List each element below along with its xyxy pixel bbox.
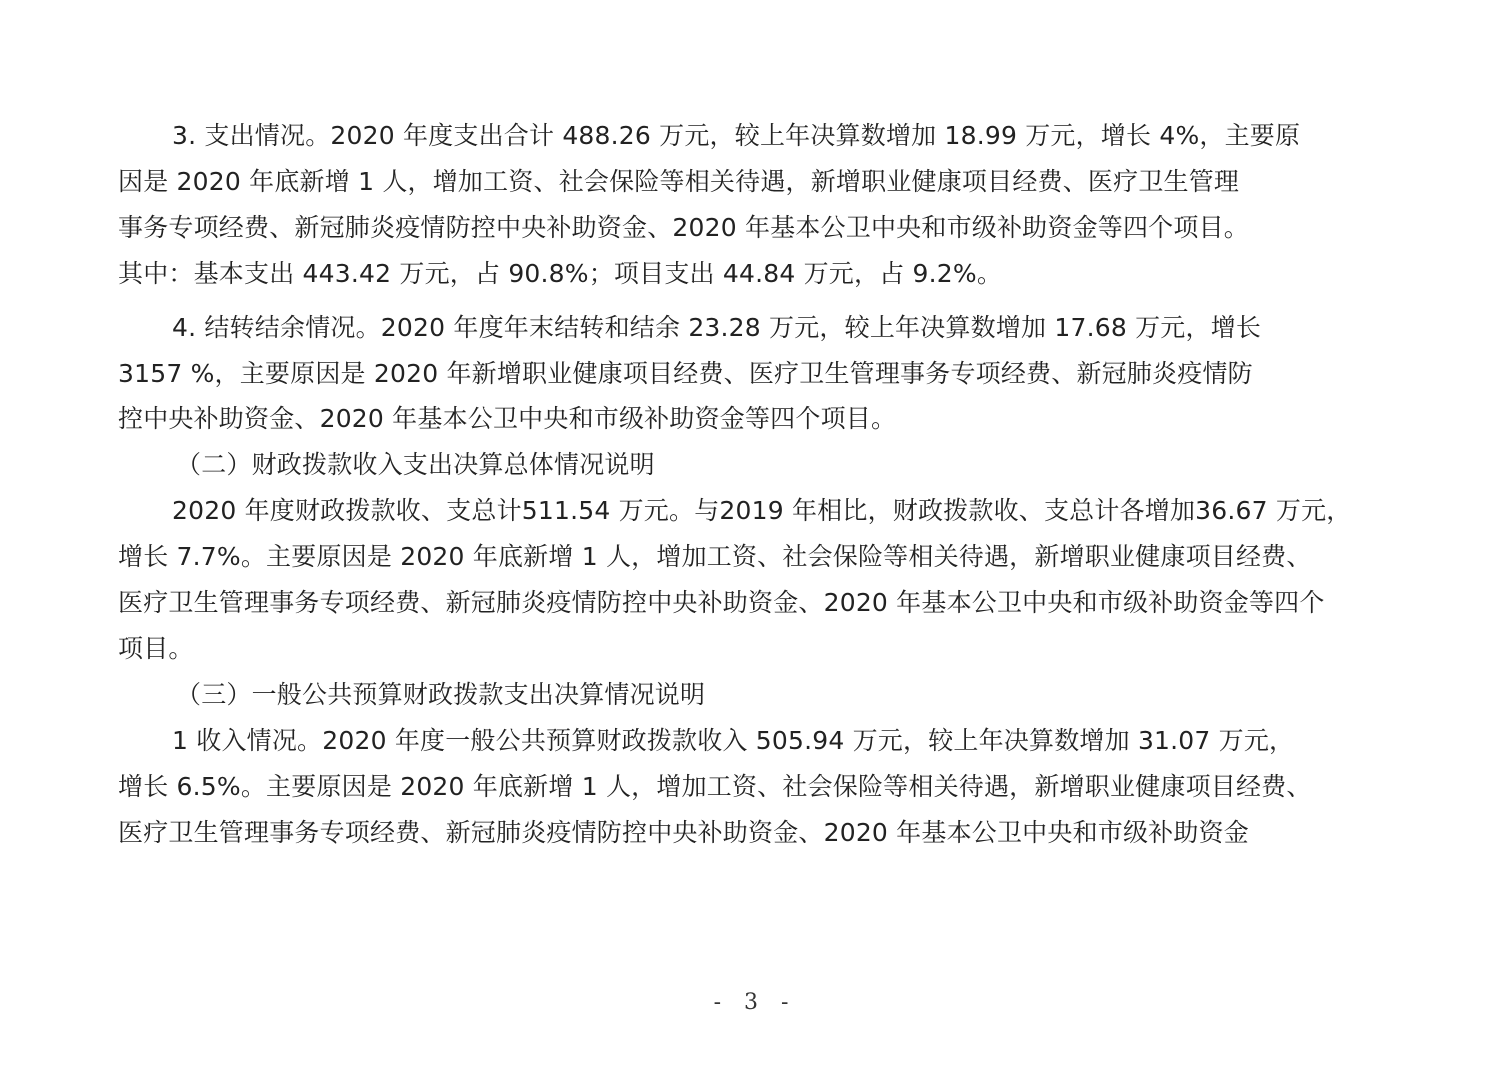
page-number: - 3 - — [713, 990, 797, 1015]
paragraph-income-line-1: 1 收入情况。2020 年度一般公共预算财政拨款收入 505.94 万元，较上年决算数增加 31.07 万元， — [172, 726, 1295, 755]
paragraph-carryover-line-1: 4. 结转结余情况。2020 年度年末结转和结余 23.28 万元，较上年决算数增加 17.68 万元，增长 — [172, 313, 1262, 342]
paragraph-carryover-line-3: 控中央补助资金、2020 年基本公卫中央和市级补助资金等四个项目。 — [118, 404, 897, 433]
paragraph-income-line-2: 增长 6.5%。主要原因是 2020 年底新增 1 人，增加工资、社会保险等相关待遇，新增职业健康项目经费、 — [118, 772, 1312, 801]
section-heading-3: （三）一般公共预算财政拨款支出决算情况说明 — [176, 680, 706, 709]
paragraph-fiscal-total-line-3: 医疗卫生管理事务专项经费、新冠肺炎疫情防控中央补助资金、2020 年基本公卫中央和市级补助资金等四个 — [118, 588, 1325, 617]
paragraph-fiscal-total-line-4: 项目。 — [118, 634, 194, 663]
paragraph-fiscal-total-line-1: 2020 年度财政拨款收、支总计511.54 万元。与2019 年相比，财政拨款收、支总计各增加36.67 万元， — [172, 496, 1352, 525]
paragraph-expenditure-line-2: 因是 2020 年底新增 1 人，增加工资、社会保险等相关待遇，新增职业健康项目经费、医疗卫生管理 — [118, 167, 1240, 196]
paragraph-income-line-3: 医疗卫生管理事务专项经费、新冠肺炎疫情防控中央补助资金、2020 年基本公卫中央和市级补助资金 — [118, 818, 1249, 847]
paragraph-expenditure-line-4: 其中：基本支出 443.42 万元，占 90.8%；项目支出 44.84 万元，占 9.2%。 — [118, 259, 1003, 288]
paragraph-fiscal-total-line-2: 增长 7.7%。主要原因是 2020 年底新增 1 人，增加工资、社会保险等相关待遇，新增职业健康项目经费、 — [118, 542, 1312, 571]
section-heading-2: （二）财政拨款收入支出决算总体情况说明 — [176, 450, 655, 479]
paragraph-expenditure-line-1: 3. 支出情况。2020 年度支出合计 488.26 万元，较上年决算数增加 18.99 万元，增长 4%，主要原 — [172, 121, 1301, 150]
paragraph-carryover-line-2: 3157 %，主要原因是 2020 年新增职业健康项目经费、医疗卫生管理事务专项经费、新冠肺炎疫情防 — [118, 359, 1253, 388]
paragraph-expenditure-line-3: 事务专项经费、新冠肺炎疫情防控中央补助资金、2020 年基本公卫中央和市级补助资金等四个项目。 — [118, 213, 1249, 242]
